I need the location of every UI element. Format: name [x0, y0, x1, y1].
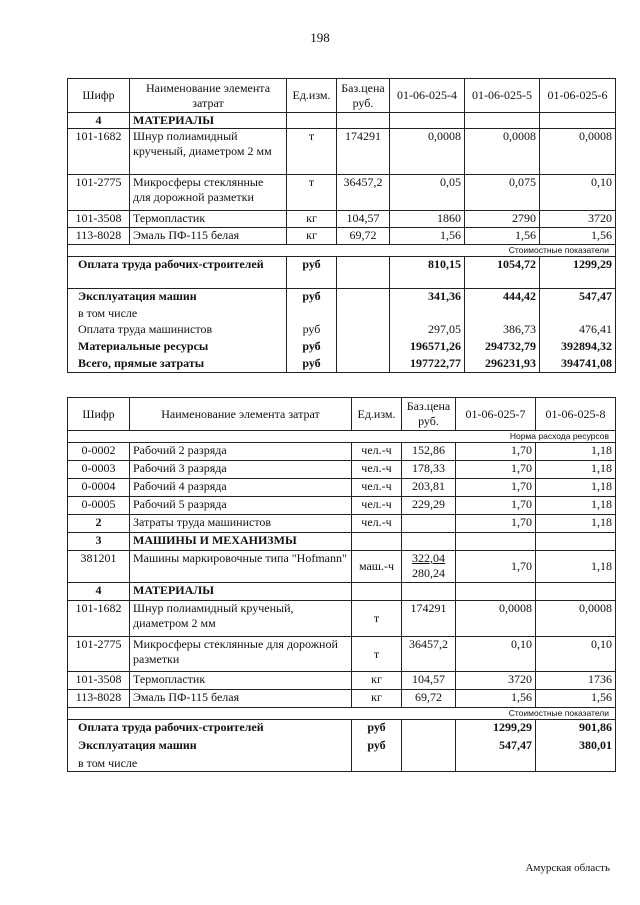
cell-name: Рабочий 4 разряда	[130, 479, 352, 497]
cell-unit: кг	[352, 690, 402, 708]
cell-name: Машины маркировочные типа "Hofmann"	[130, 551, 352, 583]
cell-value: 1736	[536, 672, 616, 690]
cell-value: 1,56	[456, 690, 536, 708]
cell-value: 0,10	[536, 637, 616, 672]
cell-value: 0,0008	[540, 129, 616, 175]
subheader-row	[68, 245, 616, 257]
cell-unit: чел.-ч	[352, 461, 402, 479]
cell-value: 1,70	[456, 461, 536, 479]
cell-value: 0,10	[456, 637, 536, 672]
table-row	[68, 551, 616, 583]
cell-name: Термопластик	[130, 672, 352, 690]
region-footer: Амурская область	[525, 862, 610, 874]
col-header-unit: Ед.изм.	[287, 79, 337, 113]
summary-name: Всего, прямые затраты	[68, 356, 287, 373]
col-header-code-4: 01-06-025-4	[390, 79, 465, 113]
summary-name: в том числе	[68, 306, 287, 322]
cell-unit: чел.-ч	[352, 479, 402, 497]
cell-code: 101-1682	[68, 601, 130, 637]
summary-row	[68, 322, 616, 339]
col-header-code-7: 01-06-025-7	[456, 398, 536, 431]
cell-code: 381201	[68, 551, 130, 583]
cell-name: Шнур полиамидный крученый, диаметром 2 мм	[130, 601, 352, 637]
summary-row	[68, 306, 616, 322]
summary-value: 810,15	[390, 257, 465, 289]
cell-value: 2790	[465, 211, 540, 228]
cell-code: 101-3508	[68, 211, 130, 228]
table-header-row	[68, 398, 616, 431]
summary-value: 1054,72	[465, 257, 540, 289]
cell-unit: т	[352, 601, 402, 637]
cell-name: Затраты труда машинистов	[130, 515, 352, 533]
cell-code: 4	[68, 583, 130, 601]
cell-price: 36457,2	[337, 175, 390, 211]
summary-value: 901,86	[536, 720, 616, 738]
summary-unit: руб	[287, 356, 337, 373]
summary-row	[68, 339, 616, 356]
cell-value: 0,0008	[390, 129, 465, 175]
summary-name: Эксплуатация машин	[68, 289, 287, 306]
cell-price	[402, 515, 456, 533]
cell-value: 1,18	[536, 443, 616, 461]
cell-price: 104,57	[402, 672, 456, 690]
cell-price: 69,72	[402, 690, 456, 708]
summary-unit: руб	[287, 257, 337, 289]
cell-price: 174291	[402, 601, 456, 637]
table-row	[68, 497, 616, 515]
col-header-name: Наименование элемента затрат	[130, 79, 287, 113]
cost-table-2	[67, 397, 616, 772]
cell-price: 178,33	[402, 461, 456, 479]
cell-name: Микросферы стеклянные для дорожной разметки	[130, 637, 352, 672]
summary-name: в том числе	[68, 756, 352, 772]
subheader-row	[68, 431, 616, 443]
table-row	[68, 113, 616, 129]
cell-unit: чел.-ч	[352, 515, 402, 533]
summary-value: 392894,32	[540, 339, 616, 356]
cell-code: 101-2775	[68, 637, 130, 672]
cost-table-1	[67, 78, 616, 373]
cell-name: Микросферы стеклянные для дорожной разметки	[130, 175, 287, 211]
summary-unit: руб	[287, 339, 337, 356]
summary-row	[68, 257, 616, 289]
cell-value: 1,70	[456, 479, 536, 497]
table-row	[68, 690, 616, 708]
cell-value: 1,18	[536, 515, 616, 533]
resource-norm-label: Норма расхода ресурсов	[68, 431, 616, 443]
cell-code: 0-0004	[68, 479, 130, 497]
col-header-price: Баз.цена руб.	[402, 398, 456, 431]
col-header-price: Баз.цена руб.	[337, 79, 390, 113]
summary-value: 386,73	[465, 322, 540, 339]
cell-value: 1,56	[390, 228, 465, 245]
cell-unit: чел.-ч	[352, 497, 402, 515]
table-header-row	[68, 79, 616, 113]
summary-name: Эксплуатация машин	[68, 738, 352, 756]
cell-value: 1,56	[536, 690, 616, 708]
table-row	[68, 533, 616, 551]
cell-name: Эмаль ПФ-115 белая	[130, 228, 287, 245]
cell-code: 2	[68, 515, 130, 533]
cell-value: 1,56	[465, 228, 540, 245]
summary-value: 297,05	[390, 322, 465, 339]
col-header-code-5: 01-06-025-5	[465, 79, 540, 113]
table-row	[68, 461, 616, 479]
summary-value: 1299,29	[456, 720, 536, 738]
cell-price: 174291	[337, 129, 390, 175]
table-row	[68, 211, 616, 228]
cell-price: 203,81	[402, 479, 456, 497]
cell-name: Рабочий 3 разряда	[130, 461, 352, 479]
cell-code: 3	[68, 533, 130, 551]
cell-code: 113-8028	[68, 228, 130, 245]
cell-value: 0,075	[465, 175, 540, 211]
summary-value: 1299,29	[540, 257, 616, 289]
summary-unit: руб	[352, 738, 402, 756]
table-row	[68, 443, 616, 461]
summary-unit: руб	[287, 322, 337, 339]
summary-value: 547,47	[456, 738, 536, 756]
summary-row	[68, 756, 616, 772]
summary-unit: руб	[352, 720, 402, 738]
cell-code: 113-8028	[68, 690, 130, 708]
cell-value: 1,56	[540, 228, 616, 245]
cell-unit: кг	[287, 211, 337, 228]
section-title: МАШИНЫ И МЕХАНИЗМЫ	[130, 533, 352, 551]
summary-value: 197722,77	[390, 356, 465, 373]
col-header-code-6: 01-06-025-6	[540, 79, 616, 113]
cell-value: 0,10	[540, 175, 616, 211]
col-header-code: Шифр	[68, 79, 130, 113]
cell-value: 1,70	[456, 551, 536, 583]
page-number: 198	[310, 30, 330, 45]
cell-code: 4	[68, 113, 130, 129]
cell-value: 1,70	[456, 497, 536, 515]
cell-unit: т	[352, 637, 402, 672]
summary-row	[68, 289, 616, 306]
cell-code: 0-0003	[68, 461, 130, 479]
table-row	[68, 228, 616, 245]
cell-unit: т	[287, 175, 337, 211]
summary-value: 196571,26	[390, 339, 465, 356]
cell-value: 0,05	[390, 175, 465, 211]
cell-price	[402, 551, 456, 583]
cell-value: 1,18	[536, 479, 616, 497]
table-row	[68, 583, 616, 601]
section-title: МАТЕРИАЛЫ	[130, 583, 352, 601]
summary-value: 394741,08	[540, 356, 616, 373]
cell-value: 1,70	[456, 443, 536, 461]
cell-code: 101-2775	[68, 175, 130, 211]
section-title: МАТЕРИАЛЫ	[130, 113, 287, 129]
cell-name: Термопластик	[130, 211, 287, 228]
cell-price: 36457,2	[402, 637, 456, 672]
cell-value: 1,18	[536, 461, 616, 479]
cell-value: 1,70	[456, 515, 536, 533]
summary-name: Оплата труда рабочих-строителей	[68, 720, 352, 738]
summary-row	[68, 720, 616, 738]
summary-row	[68, 738, 616, 756]
summary-value: 547,47	[540, 289, 616, 306]
summary-name: Оплата труда машинистов	[68, 322, 287, 339]
table-row	[68, 601, 616, 637]
summary-value: 476,41	[540, 322, 616, 339]
table-row	[68, 479, 616, 497]
col-header-code-8: 01-06-025-8	[536, 398, 616, 431]
table-row	[68, 515, 616, 533]
cell-price: 104,57	[337, 211, 390, 228]
table-row	[68, 637, 616, 672]
summary-value: 380,01	[536, 738, 616, 756]
cell-price: 229,29	[402, 497, 456, 515]
cell-value: 1860	[390, 211, 465, 228]
cell-unit: т	[287, 129, 337, 175]
price-secondary: 280,24	[412, 566, 445, 580]
col-header-unit: Ед.изм.	[352, 398, 402, 431]
cell-value: 0,0008	[456, 601, 536, 637]
cell-price: 69,72	[337, 228, 390, 245]
summary-value: 294732,79	[465, 339, 540, 356]
cell-unit: маш.-ч	[352, 551, 402, 583]
summary-value: 341,36	[390, 289, 465, 306]
cell-value: 1,18	[536, 551, 616, 583]
cell-code: 101-1682	[68, 129, 130, 175]
cell-name: Рабочий 2 разряда	[130, 443, 352, 461]
col-header-code: Шифр	[68, 398, 130, 431]
cell-code: 0-0002	[68, 443, 130, 461]
cell-code: 101-3508	[68, 672, 130, 690]
cell-price: 152,86	[402, 443, 456, 461]
cell-name: Шнур полиамидный крученый, диаметром 2 мм	[130, 129, 287, 175]
table-row	[68, 672, 616, 690]
cost-indicators-label: Стоимостные показатели	[68, 245, 616, 257]
cell-unit: кг	[287, 228, 337, 245]
cell-unit: чел.-ч	[352, 443, 402, 461]
table-row	[68, 175, 616, 211]
cell-value: 0,0008	[465, 129, 540, 175]
cell-code: 0-0005	[68, 497, 130, 515]
summary-value: 444,42	[465, 289, 540, 306]
summary-row	[68, 356, 616, 373]
cell-name: Рабочий 5 разряда	[130, 497, 352, 515]
table-row	[68, 129, 616, 175]
cell-unit: кг	[352, 672, 402, 690]
cell-value: 1,18	[536, 497, 616, 515]
cell-name: Эмаль ПФ-115 белая	[130, 690, 352, 708]
price-primary: 322,04	[412, 551, 445, 565]
cell-value: 3720	[456, 672, 536, 690]
cell-value: 0,0008	[536, 601, 616, 637]
col-header-name: Наименование элемента затрат	[130, 398, 352, 431]
cell-value: 3720	[540, 211, 616, 228]
cost-indicators-label: Стоимостные показатели	[68, 708, 616, 720]
summary-name: Оплата труда рабочих-строителей	[68, 257, 287, 289]
summary-unit: руб	[287, 289, 337, 306]
subheader-row	[68, 708, 616, 720]
summary-value: 296231,93	[465, 356, 540, 373]
summary-name: Материальные ресурсы	[68, 339, 287, 356]
